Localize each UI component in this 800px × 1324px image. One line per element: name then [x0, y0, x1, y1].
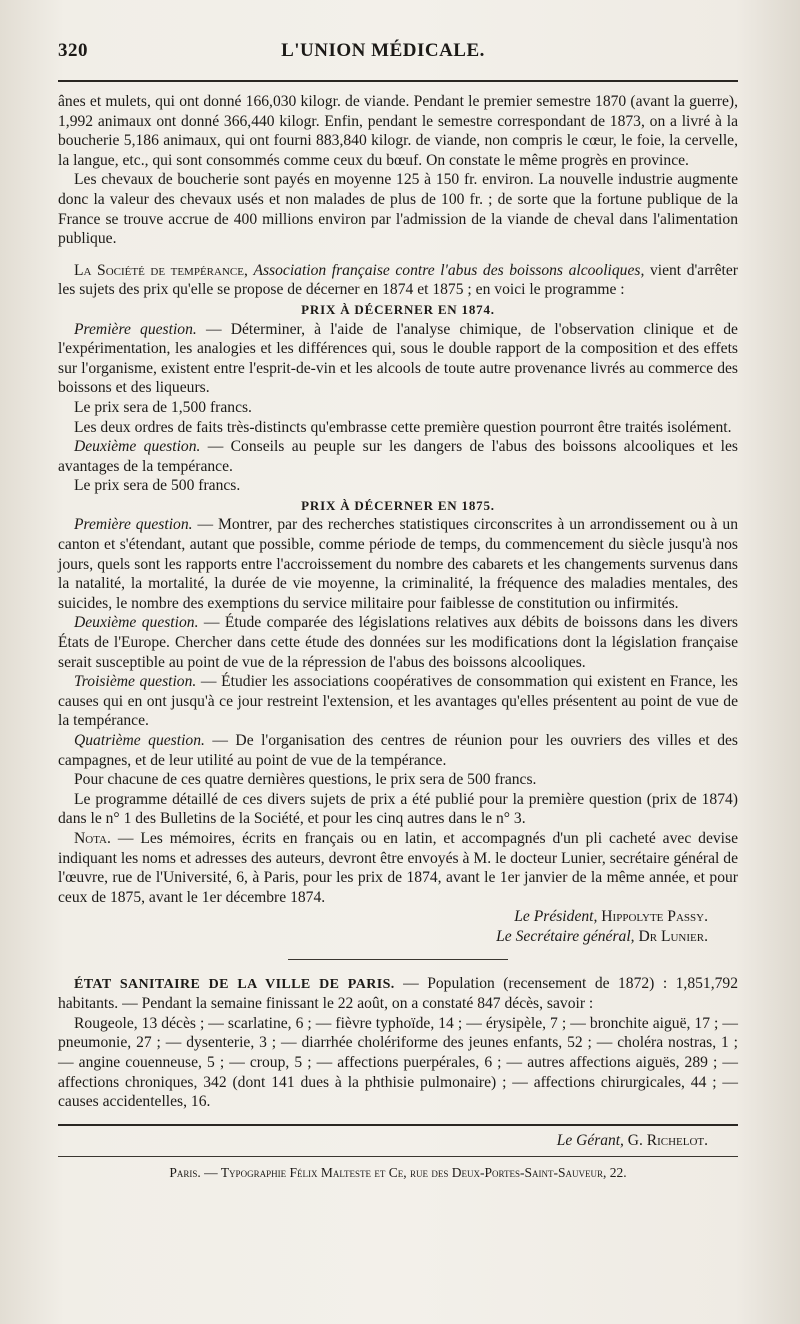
printer-imprint: Paris. — Typographie Félix Malteste et Ce, rue des Deux-Portes-Saint-Sauveur, 22. [169, 1164, 627, 1180]
running-header [58, 40, 738, 62]
program-note: Le programme détaillé de ces divers sujets de prix a été publié pour la première question (prix de 1874) dans le n° 1 des Bulletins de la Société, et pour les cinq autres dans le n° 3. [58, 790, 738, 828]
question-1874-1: Première question. — Déterminer, à l'aide de l'analyse chimique, de l'observation clinique et de l'expérimentation, les analogies et les différences qui, sous le double rapport de la composition et des effets sur l'organisme, existent entre l'esprit-de-vin et les alcools de toute autre provenance livrés au commerce des boissons et des liqueurs. [58, 320, 738, 397]
section-separator [288, 959, 508, 960]
article-body [58, 92, 738, 1112]
signature-secretary: Le Secrétaire général, Dr Lunier. [496, 927, 708, 945]
paragraph-horse-meat: ânes et mulets, qui ont donné 166,030 kilogr. de viande. Pendant le premier semestre 1870 (avant la guerre), 1,992 animaux ont donné 366,440 kilogr. Enfin, pendant le semestre correspondant de 1873, on a livré à la boucherie 5,186 animaux, qui ont fourni 883,840 kilogr. de viande, non compris le cœur, le foie, la cervelle, la langue, etc., qui sont consommés comme ceux du bœuf. On constate le même progrès en province. [58, 93, 738, 169]
header-rule [58, 80, 738, 82]
paragraph-sanitary-state: ÉTAT SANITAIRE DE LA VILLE DE PARIS. — Population (recensement de 1872) : 1,851,792 habitants. — Pendant la semaine finissant le 22 août, on a constaté 847 décès, savoir : [58, 974, 738, 1013]
question-1874-note: Les deux ordres de faits très-distincts qu'embrasse cette première question pourront être traités isolément. [74, 418, 732, 436]
page-number: 320 [58, 40, 88, 61]
sanitary-heading: ÉTAT SANITAIRE DE LA VILLE DE PARIS. [74, 976, 395, 992]
society-name: La Société de tempérance, [74, 261, 248, 279]
prize-amount-2: Le prix sera de 500 francs. [74, 477, 241, 495]
question-1875-2: Deuxième question. — Étude comparée des législations relatives aux débits de boissons dans les divers États de l'Europe. Chercher dans cette étude des données sur les modifications dont la législation française serait susceptible au point de vue de la répression de l'abus des boissons alcooliques. [58, 614, 738, 671]
question-1875-3: Troisième question. — Étudier les associations coopératives de consommation qui existent en France, les causes qui en ont jusqu'à ce jour restreint l'extension, et les avantages qu'elles présentent au point de vue de la tempérance. [58, 673, 738, 730]
association-name: Association française contre l'abus des boissons alcooliques, [253, 261, 645, 279]
prize-amount-1: Le prix sera de 1,500 francs. [74, 398, 252, 416]
question-1875-1: Première question. — Montrer, par des recherches statistiques circonscrites à un arrondissement ou à un canton et s'étendant, autant que possible, comme période de temps, du commencement du siècle jusqu'à nos jours, quels sont les rapports entre l'accroissement du nombre des cabarets et les changements survenus dans la natalité, la mortalité, la durée de vie moyenne, la criminalité, la fréquence des maladies mentales, des suicides, le nombre des exemptions du service militaire pour faiblesse de constitution ou infirmités. [58, 516, 738, 612]
paragraph-horse-prices: Les chevaux de boucherie sont payés en moyenne 125 à 150 fr. environ. La nouvelle industrie augmente donc la valeur des chevaux usés et non malades de plus de 100 fr. ; de sorte que la fortune publique de la France se trouve accrue de 400 millions environ par l'admission de la viande de cheval dans l'alimentation publique. [58, 171, 738, 248]
prize-amount-3: Pour chacune de ces quatre dernières questions, le prix sera de 500 francs. [74, 771, 537, 789]
nota: Nota. — Les mémoires, écrits en français ou en latin, et accompagnés d'un pli cacheté avec devise indiquant les noms et adresses des auteurs, devront être envoyés à M. le docteur Lunier, secrétaire général de l'œuvre, rue de l'Université, 6, à Paris, pour les prix de 1874, avant le 1er janvier de la même année, et pour ceux de 1875, avant le 1er décembre 1874. [58, 829, 738, 906]
prize-1874-heading: PRIX À DÉCERNER EN 1874. [301, 301, 495, 317]
gerant-line: Le Gérant, G. Richelot. [556, 1131, 708, 1149]
deaths-list: Rougeole, 13 décès ; — scarlatine, 6 ; — fièvre typhoïde, 14 ; — érysipèle, 7 ; — bronchite aiguë, 17 ; — pneumonie, 27 ; — dysenterie, 3 ; — diarrhée cholériforme des jeunes enfants, 52 ; — choléra nostras, 1 ; — angine couenneuse, 5 ; — croup, 5 ; — affections puerpérales, 6 ; — autres affections aiguës, 289 ; — affections chroniques, 342 (dont 141 dues à la phthisie pulmonaire) ; — affections chirurgicales, 44 ; — causes accidentelles, 16. [58, 1014, 738, 1111]
signature-president: Le Président, Hippolyte Passy. [514, 908, 708, 926]
journal-title: L'UNION MÉDICALE. [281, 40, 485, 61]
question-1874-2: Deuxième question. — Conseils au peuple sur les dangers de l'abus des boissons alcooliques et les avantages de la tempérance. [58, 438, 738, 475]
paragraph-temperance: La Société de tempérance, Association française contre l'abus des boissons alcooliques, vient d'arrêter les sujets des prix qu'elle se propose de décerner en 1874 et 1875 ; en voici le programme : [58, 261, 738, 299]
prize-1875-heading: PRIX À DÉCERNER EN 1875. [301, 497, 495, 513]
question-1875-4: Quatrième question. — De l'organisation des centres de réunion pour les ouvriers des villes et des campagnes, et de leur utilité au point de vue de la tempérance. [58, 732, 738, 769]
